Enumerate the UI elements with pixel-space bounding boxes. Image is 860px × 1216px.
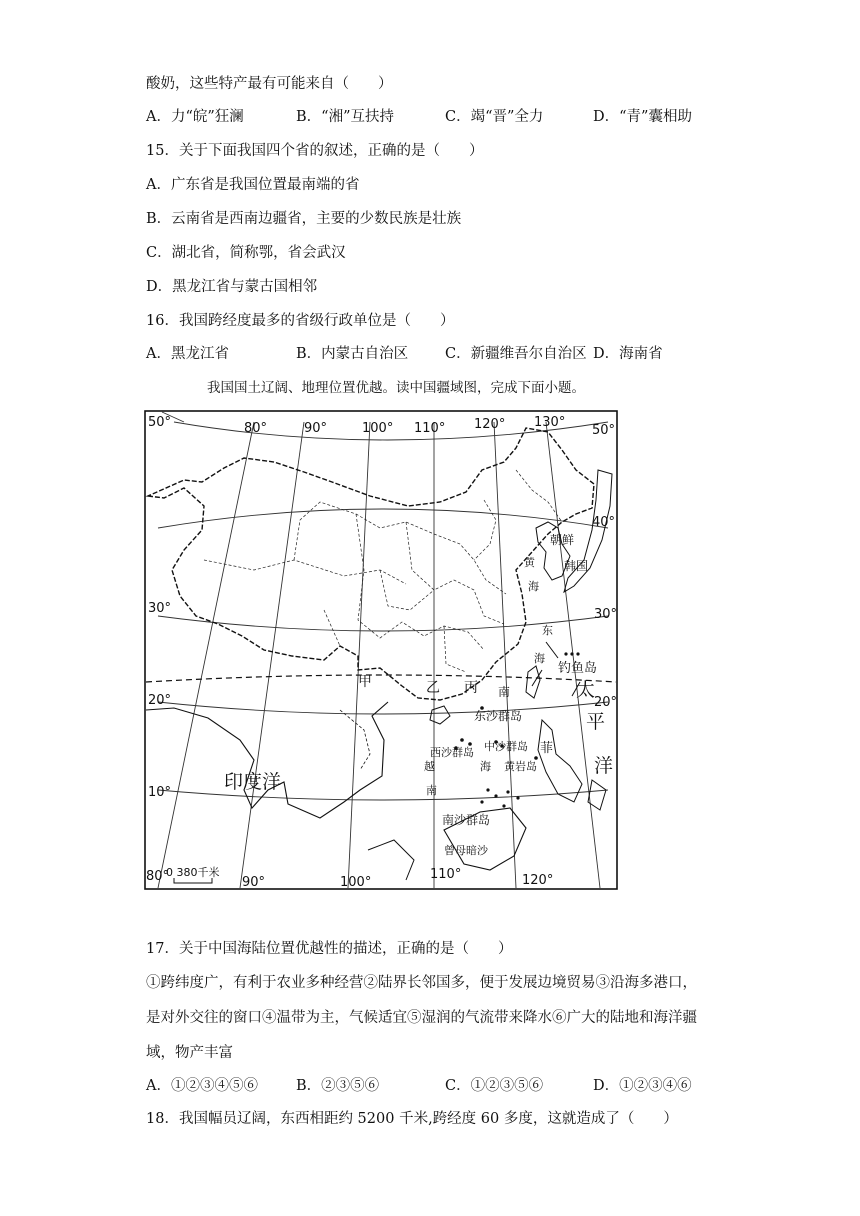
- q15-option-d[interactable]: D．黑龙江省与蒙古国相邻: [146, 279, 318, 295]
- lat-right-30: 30°: [594, 607, 618, 622]
- q17-body-line-1: ①跨纬度广，有利于农业多种经营②陆界长邻国多，便于发展边境贸易③沿海多港口，: [146, 975, 697, 991]
- lat-left-20: 20°: [148, 693, 172, 708]
- lon-bottom-80: 80°: [146, 869, 170, 884]
- label-bing: 丙: [464, 680, 478, 696]
- q14-option-b[interactable]: B．“湘”互扶持: [296, 109, 394, 125]
- q16-option-c[interactable]: C．新疆维吾尔自治区: [445, 346, 587, 362]
- lon-top-90: 90°: [304, 421, 328, 436]
- lat-left-30: 30°: [148, 601, 172, 616]
- q16-option-b[interactable]: B．内蒙古自治区: [296, 346, 409, 362]
- label-zengmu: 曾母暗沙: [444, 844, 488, 857]
- label-south-sea-2: 海: [480, 760, 491, 773]
- lon-bottom-90: 90°: [242, 875, 266, 890]
- lat-right-50: 50°: [592, 423, 616, 438]
- label-east-sea-1: 东: [542, 624, 553, 637]
- label-jia: 甲: [358, 674, 372, 690]
- q16-option-a[interactable]: A．黑龙江省: [146, 346, 229, 362]
- label-east-sha: 东沙群岛: [474, 709, 523, 723]
- q17-option-d[interactable]: D．①②③④⑥: [593, 1078, 692, 1094]
- q15-option-c[interactable]: C．湖北省，简称鄂，省会武汉: [146, 245, 346, 261]
- label-pacific-1: 太: [576, 679, 596, 701]
- lon-bottom-100: 100°: [340, 875, 372, 890]
- lat-right-20: 20°: [594, 695, 618, 710]
- label-yellow-sea-1: 黄: [524, 556, 535, 569]
- lon-top-110: 110°: [414, 421, 446, 436]
- china-territory-map: [144, 410, 618, 890]
- lon-top-80: 80°: [244, 421, 268, 436]
- map-caption: 我国国土辽阔、地理位置优越。读中国疆域图，完成下面小题。: [207, 380, 585, 396]
- lat-right-40: 40°: [592, 515, 616, 530]
- q14-option-d[interactable]: D．“青”囊相助: [593, 109, 692, 125]
- q14-stem-tail: 酸奶，这些特产最有可能来自（ ）: [146, 76, 393, 92]
- label-xisha: 西沙群岛: [430, 746, 474, 759]
- q18-stem: 18．我国幅员辽阔，东西相距约 5200 千米,跨经度 60 多度，这就造成了（ ）: [146, 1111, 678, 1127]
- label-south-korea: 韩国: [564, 559, 589, 573]
- q15-stem: 15．关于下面我国四个省的叙述，正确的是（ ）: [146, 143, 484, 159]
- lon-top-100: 100°: [362, 421, 394, 436]
- scale-label: 0 380千米: [166, 866, 220, 879]
- lat-left-50: 50°: [148, 415, 172, 430]
- label-vietnam-2: 南: [426, 784, 437, 797]
- q17-body-line-3: 域，物产丰富: [146, 1045, 233, 1061]
- label-pacific-2: 平: [586, 711, 606, 733]
- q15-option-b[interactable]: B．云南省是西南边疆省，主要的少数民族是壮族: [146, 211, 462, 227]
- q16-stem: 16．我国跨经度最多的省级行政单位是（ ）: [146, 313, 455, 329]
- q17-option-c[interactable]: C．①②③⑤⑥: [445, 1078, 544, 1094]
- q16-option-d[interactable]: D．海南省: [593, 346, 663, 362]
- q14-option-c[interactable]: C．竭“晋”全力: [445, 109, 544, 125]
- lat-left-10: 10°: [148, 785, 172, 800]
- label-nansha: 南沙群岛: [442, 813, 491, 827]
- q15-option-a[interactable]: A．广东省是我国位置最南端的省: [146, 177, 360, 193]
- q17-stem: 17．关于中国海陆位置优越性的描述，正确的是（ ）: [146, 941, 513, 957]
- lon-top-130: 130°: [534, 415, 566, 430]
- label-huangyan: 黄岩岛: [504, 760, 537, 773]
- label-yi: 乙: [426, 680, 440, 696]
- lon-bottom-120: 120°: [522, 873, 554, 888]
- label-yellow-sea-2: 海: [528, 580, 539, 593]
- lon-top-120: 120°: [474, 417, 506, 432]
- map-frame: [145, 411, 617, 889]
- label-east-sea-2: 海: [534, 652, 545, 665]
- label-north-korea: 朝鲜: [550, 533, 575, 547]
- q14-option-a[interactable]: A．力“皖”狂澜: [146, 109, 244, 125]
- label-south-sea-1: 南: [498, 685, 511, 699]
- label-vietnam-1: 越: [424, 760, 435, 773]
- q17-option-a[interactable]: A．①②③④⑤⑥: [146, 1078, 258, 1094]
- q17-body-line-2: 是对外交往的窗口④温带为主，气候适宜⑤湿润的气流带来降水⑥广大的陆地和海洋疆: [146, 1010, 697, 1026]
- label-diaoyu: 钓鱼岛: [558, 661, 598, 676]
- label-pacific-3: 洋: [594, 755, 614, 777]
- label-philippines: 菲: [540, 741, 554, 756]
- q17-option-b[interactable]: B．②③⑤⑥: [296, 1078, 380, 1094]
- label-zhongsha: 中沙群岛: [484, 740, 528, 753]
- lon-bottom-110: 110°: [430, 867, 462, 882]
- label-indian-ocean: 印度洋: [224, 771, 282, 793]
